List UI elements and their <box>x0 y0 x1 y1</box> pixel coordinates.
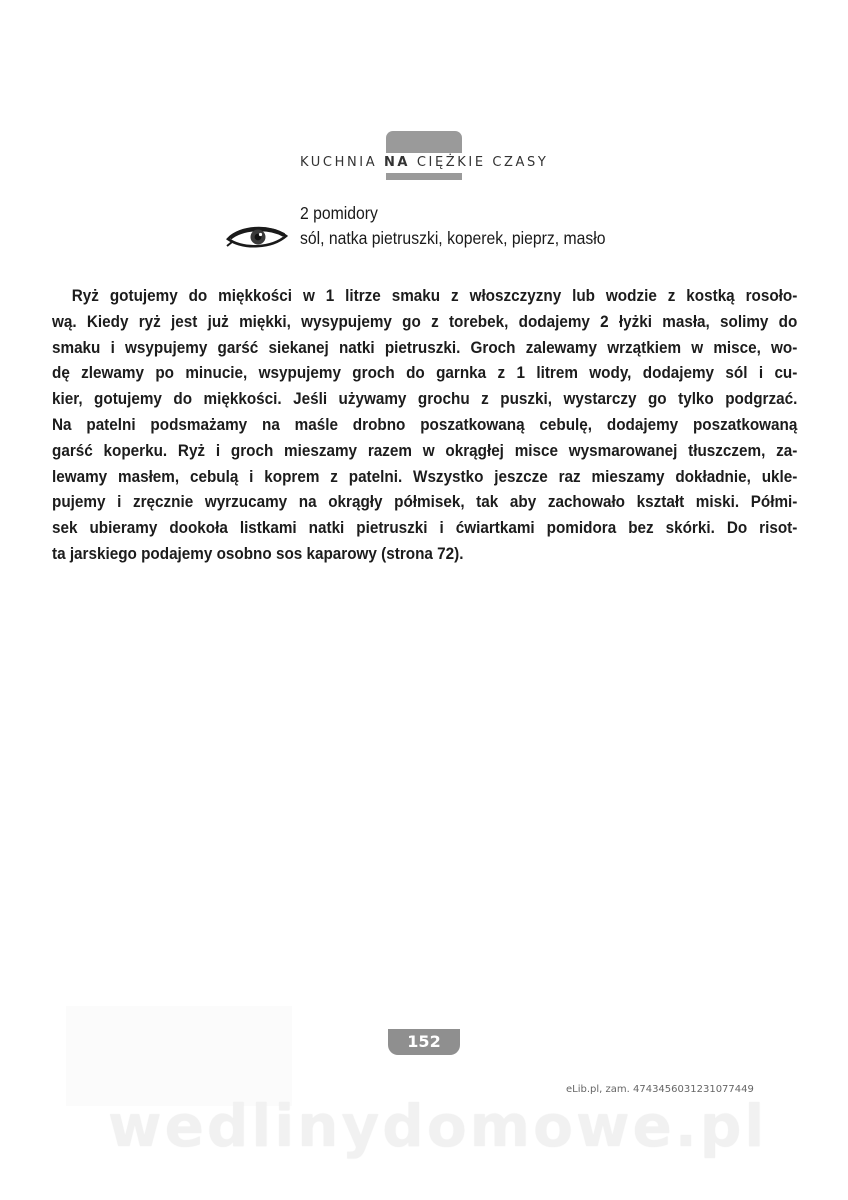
text-line: kier, gotujemy do miękkości. Jeśli używamy grochu z puszki, wystarczy go tylko podgrzać. <box>52 389 798 409</box>
text-line: pujemy i zręcznie wyrzucamy na okrągły półmisek, tak aby zachowało kształt miski. Półmi- <box>52 492 798 512</box>
text-line: garść koperku. Ryż i groch mieszamy razem w okrągłej misce wysmarowanej tłuszczem, za- <box>52 440 798 460</box>
text-line: Ryż gotujemy do miękkości w 1 litrze smaku z włoszczyzny lub wodzie z kostką rosoło- <box>71 286 798 305</box>
text-line: dę zlewamy po minucie, wsypujemy groch do garnka z 1 litrem wody, dodajemy sól i cu- <box>52 363 798 383</box>
header-tab-bottom <box>386 173 462 180</box>
text-line: sek ubieramy dookoła listkami natki pietruszki i ćwiartkami pomidora bez skórki. Do risot- <box>52 518 798 538</box>
header-title-part2: CIĘŻKIE CZASY <box>416 155 549 170</box>
ingredient-line: sól, natka pietruszki, koperek, pieprz, masło <box>300 228 606 248</box>
running-header <box>300 153 560 173</box>
text-line: smaku i wsypujemy garść siekanej natki pietruszki. Groch zalewamy wrzątkiem w misce, wo- <box>52 337 798 357</box>
text-line: Na patelni podsmażamy na maśle drobno poszatkowaną cebulę, dodajemy poszatkowaną <box>52 414 798 434</box>
background-panel <box>66 1006 292 1106</box>
text-line: lewamy masłem, cebulą i koprem z patelni. Wszystko jeszcze raz mieszamy dokładnie, ukle- <box>52 466 798 486</box>
ingredient-list <box>300 201 606 251</box>
eye-icon <box>226 222 288 252</box>
elib-stamp: eLib.pl, zam. 4743456031231077449 <box>566 1084 754 1095</box>
text-line: ta jarskiego podajemy osobno sos kaparowy (strona 72). <box>52 543 464 563</box>
header-title-part1: KUCHNIA <box>300 155 378 170</box>
ingredient-line: 2 pomidory <box>300 203 378 223</box>
header-title-highlight: NA <box>383 155 411 170</box>
recipe-instructions <box>52 283 797 567</box>
header-tab-top <box>386 131 462 153</box>
watermark: wedlinydomowe.pl <box>108 1092 768 1160</box>
text-line: wą. Kiedy ryż jest już miękki, wysypujemy go z torebek, dodajemy 2 łyżki masła, solimy do <box>52 311 798 331</box>
page-number: 152 <box>388 1029 460 1055</box>
